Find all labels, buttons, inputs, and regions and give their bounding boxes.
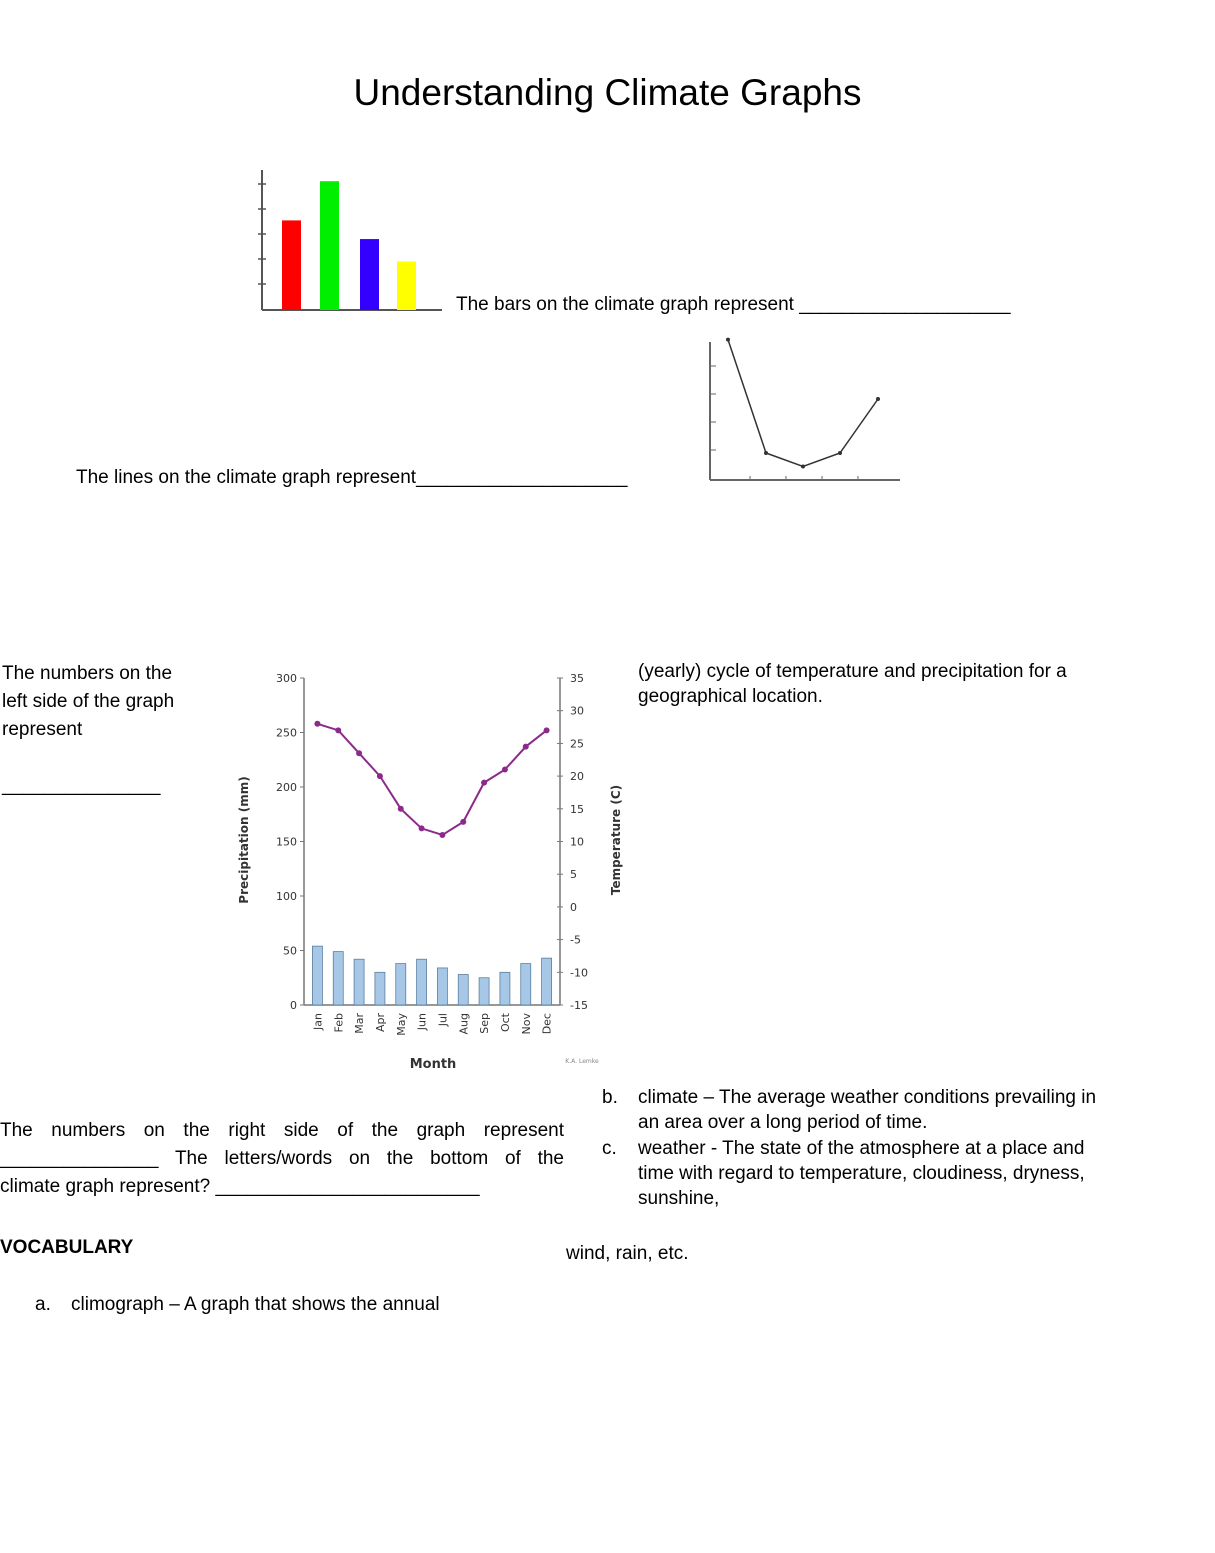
temp-point-mar <box>356 750 362 756</box>
line-graph-ticks <box>710 366 858 480</box>
icon-line-point-5 <box>876 397 880 401</box>
precip-bar-nov <box>521 964 531 1005</box>
question-left-line-3: represent <box>2 719 83 740</box>
precip-bar-dec <box>542 958 552 1005</box>
temp-point-sep <box>481 780 487 786</box>
temperature-line <box>317 724 546 835</box>
temp-point-apr <box>377 773 383 779</box>
left-tick-label: 300 <box>276 672 297 685</box>
precip-bar-sep <box>479 978 489 1005</box>
x-tick-label-jul: Jul <box>436 1013 450 1027</box>
temp-point-may <box>398 806 404 812</box>
precip-bar-feb <box>333 952 343 1005</box>
page-title: Understanding Climate Graphs <box>353 72 862 113</box>
left-tick-label: 50 <box>283 944 297 958</box>
temp-point-jun <box>419 825 425 831</box>
x-tick-label-nov: Nov <box>519 1013 533 1035</box>
icon-line-series <box>728 340 878 467</box>
question-left-line-2: left side of the graph <box>2 691 175 712</box>
right-tick-label: 25 <box>570 737 584 751</box>
temp-point-jul <box>439 832 445 838</box>
left-tick-label: 100 <box>276 890 297 903</box>
right-tick-label: -10 <box>570 966 588 980</box>
vocabulary-heading: VOCABULARY <box>0 1237 134 1258</box>
icon-bar-4 <box>397 261 416 310</box>
left-tick-label: 250 <box>276 726 297 740</box>
vocab-item-b <box>602 1085 1122 1135</box>
vocab-item-c <box>602 1136 1122 1211</box>
icon-line-point-2 <box>764 451 768 455</box>
x-tick-label-apr: Apr <box>373 1013 387 1033</box>
temp-point-dec <box>544 727 550 733</box>
question-left-line-1: The numbers on the <box>2 663 173 684</box>
precip-bar-apr <box>375 972 385 1005</box>
x-tick-label-may: May <box>394 1013 408 1036</box>
right-tick-label: 35 <box>570 672 584 685</box>
question-right-line-3: climate graph represent? _________________________ <box>0 1176 480 1197</box>
right-tick-label: 20 <box>570 770 584 784</box>
question-right-line-1: The numbers on the right side of the graph represent <box>0 1120 564 1141</box>
x-tick-label-mar: Mar <box>353 1013 367 1034</box>
chart-credit: K.A. Lemke <box>565 1058 599 1065</box>
left-tick-label: 150 <box>276 835 297 849</box>
climograph <box>235 660 623 1080</box>
temp-point-oct <box>502 767 508 773</box>
vocab-text-b: climate – The average weather conditions prevailing in an area over a long period of time. <box>638 1087 1097 1133</box>
right-tick-label: -15 <box>570 999 588 1012</box>
precip-bar-mar <box>354 959 364 1005</box>
temp-point-jan <box>314 721 320 727</box>
x-tick-label-dec: Dec <box>540 1013 554 1035</box>
vocab-continuation-c: wind, rain, etc. <box>566 1243 689 1264</box>
right-tick-label: 5 <box>570 868 577 882</box>
icon-bar-2 <box>320 181 339 310</box>
precip-bar-aug <box>458 974 468 1005</box>
left-tick-label: 200 <box>276 781 297 794</box>
answer-blank: _______________ <box>2 775 161 796</box>
x-tick-label-oct: Oct <box>498 1013 512 1033</box>
vocab-item-a <box>35 1292 440 1317</box>
right-tick-label: 0 <box>570 900 577 914</box>
y2-axis-label: Temperature (C) <box>609 784 623 896</box>
x-tick-label-jan: Jan <box>311 1013 325 1030</box>
temp-point-feb <box>335 727 341 733</box>
precip-bar-jul <box>437 968 447 1005</box>
question-right-line-2: _______________ The letters/words on the bottom of the <box>0 1148 564 1169</box>
x-tick-label-feb: Feb <box>332 1013 346 1033</box>
temp-point-aug <box>460 819 466 825</box>
y-axis-label: Precipitation (mm) <box>237 776 251 904</box>
right-tick-label: 15 <box>570 802 584 816</box>
question-right-axis <box>0 1117 564 1201</box>
right-tick-label: 10 <box>570 835 584 849</box>
icon-line-point-1 <box>726 338 730 342</box>
question-lines: The lines on the climate graph represent____________________ <box>76 467 628 488</box>
precip-bar-jun <box>417 959 427 1005</box>
question-left-axis <box>2 660 174 800</box>
vocab-continuation-a: (yearly) cycle of temperature and precipitation for a geographical location. <box>638 661 1067 707</box>
temp-point-nov <box>523 744 529 750</box>
vocab-text-c: weather - The state of the atmosphere at a place and time with regard to temperature, cloudiness, dryness, sunshine, <box>638 1138 1085 1209</box>
right-tick-label: 30 <box>570 704 584 718</box>
icon-bar-3 <box>360 239 379 310</box>
line-graph-figure <box>700 338 905 484</box>
icon-line-point-4 <box>838 451 842 455</box>
right-tick-label: -5 <box>570 933 581 947</box>
vocab-text-a: climograph – A graph that shows the annual <box>71 1294 440 1315</box>
icon-bar-1 <box>282 220 301 310</box>
icon-line-point-3 <box>801 465 805 469</box>
x-tick-label-aug: Aug <box>457 1013 471 1035</box>
question-bars: The bars on the climate graph represent ____________________ <box>456 294 1011 315</box>
left-tick-label: 0 <box>290 999 297 1012</box>
vocab-marker-c: c. <box>602 1138 617 1159</box>
bar-graph-figure <box>255 168 445 314</box>
precip-bar-may <box>396 964 406 1005</box>
vocab-marker-b: b. <box>602 1087 618 1108</box>
precip-bar-oct <box>500 972 510 1005</box>
x-tick-label-sep: Sep <box>478 1013 492 1034</box>
x-axis-label: Month <box>409 1057 457 1072</box>
vocab-marker-a: a. <box>35 1294 51 1315</box>
x-tick-label-jun: Jun <box>415 1013 429 1031</box>
precip-bar-jan <box>312 946 322 1005</box>
